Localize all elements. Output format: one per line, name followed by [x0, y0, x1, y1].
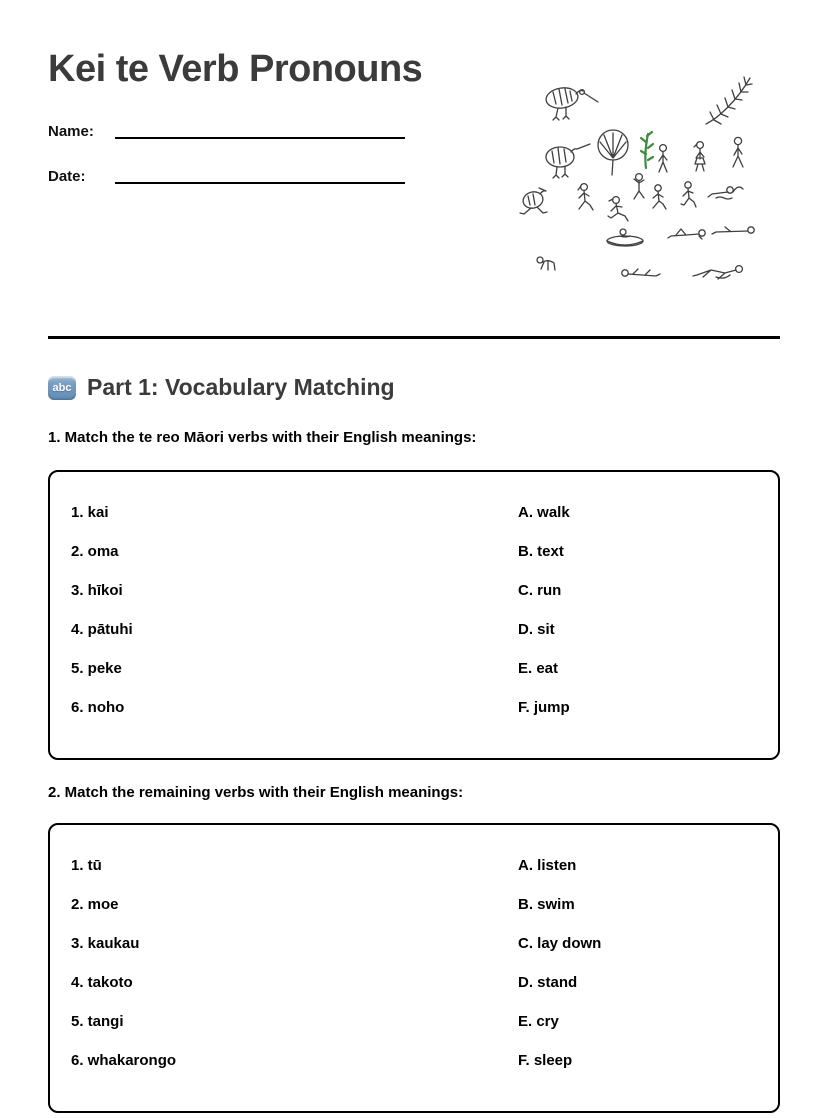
kiwi-bird-pecking-icon: [545, 86, 598, 120]
running-figure-icon: [634, 174, 644, 199]
english-meaning: D. sit: [518, 621, 555, 638]
english-meaning: A. listen: [518, 857, 577, 874]
running-figure-female-icon: [578, 184, 593, 210]
worksheet-illustration: [500, 52, 800, 292]
match-row: [71, 540, 758, 563]
section-divider: [48, 336, 780, 339]
walking-figure-icon: [659, 145, 667, 172]
running-figure-icon: [653, 185, 666, 209]
match-row: [71, 657, 758, 680]
fan-palm-koru-icon: [598, 130, 628, 175]
date-field-row: [48, 161, 405, 185]
english-meaning: D. stand: [518, 974, 578, 991]
silver-fern-frond-icon: [706, 77, 752, 124]
match-row: [71, 618, 758, 641]
running-figure-icon: [681, 182, 696, 207]
maori-verb: 2. oma: [71, 543, 119, 560]
part1-heading-text: Part 1: Vocabulary Matching: [87, 374, 395, 400]
maori-verb: 4. pātuhi: [71, 621, 133, 638]
date-write-line: [115, 182, 405, 184]
part1-heading: [48, 374, 395, 401]
maori-verb: 2. moe: [71, 896, 119, 913]
english-meaning: B. swim: [518, 896, 575, 913]
swimming-figure-icon: [708, 187, 743, 199]
maori-verb: 4. takoto: [71, 974, 133, 991]
match-row: [71, 1010, 758, 1033]
english-meaning: A. walk: [518, 504, 570, 521]
maori-verb: 3. kaukau: [71, 935, 140, 952]
maori-verb: 5. peke: [71, 660, 122, 677]
english-meaning: C. run: [518, 582, 562, 599]
maori-verb: 5. tangi: [71, 1013, 124, 1030]
maori-verb: 6. whakarongo: [71, 1052, 177, 1069]
green-fern-sprig-icon: [641, 132, 653, 168]
abc-icon: abc: [48, 376, 76, 400]
question1-prompt: 1. Match the te reo Māori verbs with their English meanings:: [48, 429, 477, 446]
crawling-figure-icon: [537, 257, 555, 270]
sleeping-figures-pair-icon: [693, 266, 742, 279]
lying-figure-stretched-icon: [712, 227, 754, 234]
name-label: Name:: [48, 123, 94, 140]
running-figure-ponytail-icon: [608, 197, 628, 221]
running-kiwi-icon: [520, 188, 547, 214]
maori-verb: 1. tū: [71, 857, 102, 874]
maori-verb: 6. noho: [71, 699, 125, 716]
english-meaning: B. text: [518, 543, 564, 560]
lying-figure-knee-up-icon: [668, 229, 705, 239]
english-meaning: E. eat: [518, 660, 559, 677]
sleeping-figure-icon: [622, 269, 660, 276]
match-row: [71, 696, 758, 719]
match-row: [71, 501, 758, 524]
matching-box-2: [48, 823, 780, 1113]
name-field-row: [48, 116, 405, 140]
walking-figure-icon: [733, 137, 743, 167]
maori-verb: 1. kai: [71, 504, 109, 521]
english-meaning: F. jump: [518, 699, 570, 716]
english-meaning: C. lay down: [518, 935, 602, 952]
figure-in-waka-canoe-icon: [607, 229, 643, 246]
match-row: [71, 579, 758, 602]
date-label: Date:: [48, 168, 86, 185]
question2-prompt: 2. Match the remaining verbs with their English meanings:: [48, 784, 464, 801]
match-row: [71, 893, 758, 916]
english-meaning: F. sleep: [518, 1052, 573, 1069]
match-row: [71, 971, 758, 994]
page-title: Kei te Verb Pronouns: [48, 48, 423, 90]
matching-box-1: [48, 470, 780, 760]
match-row: [71, 854, 758, 877]
name-write-line: [115, 137, 405, 139]
match-row: [71, 1049, 758, 1072]
english-meaning: E. cry: [518, 1013, 559, 1030]
walking-figure-female-icon: [694, 142, 705, 171]
kiwi-bird-standing-icon: [546, 144, 590, 178]
maori-verb: 3. hīkoi: [71, 582, 123, 599]
match-row: [71, 932, 758, 955]
